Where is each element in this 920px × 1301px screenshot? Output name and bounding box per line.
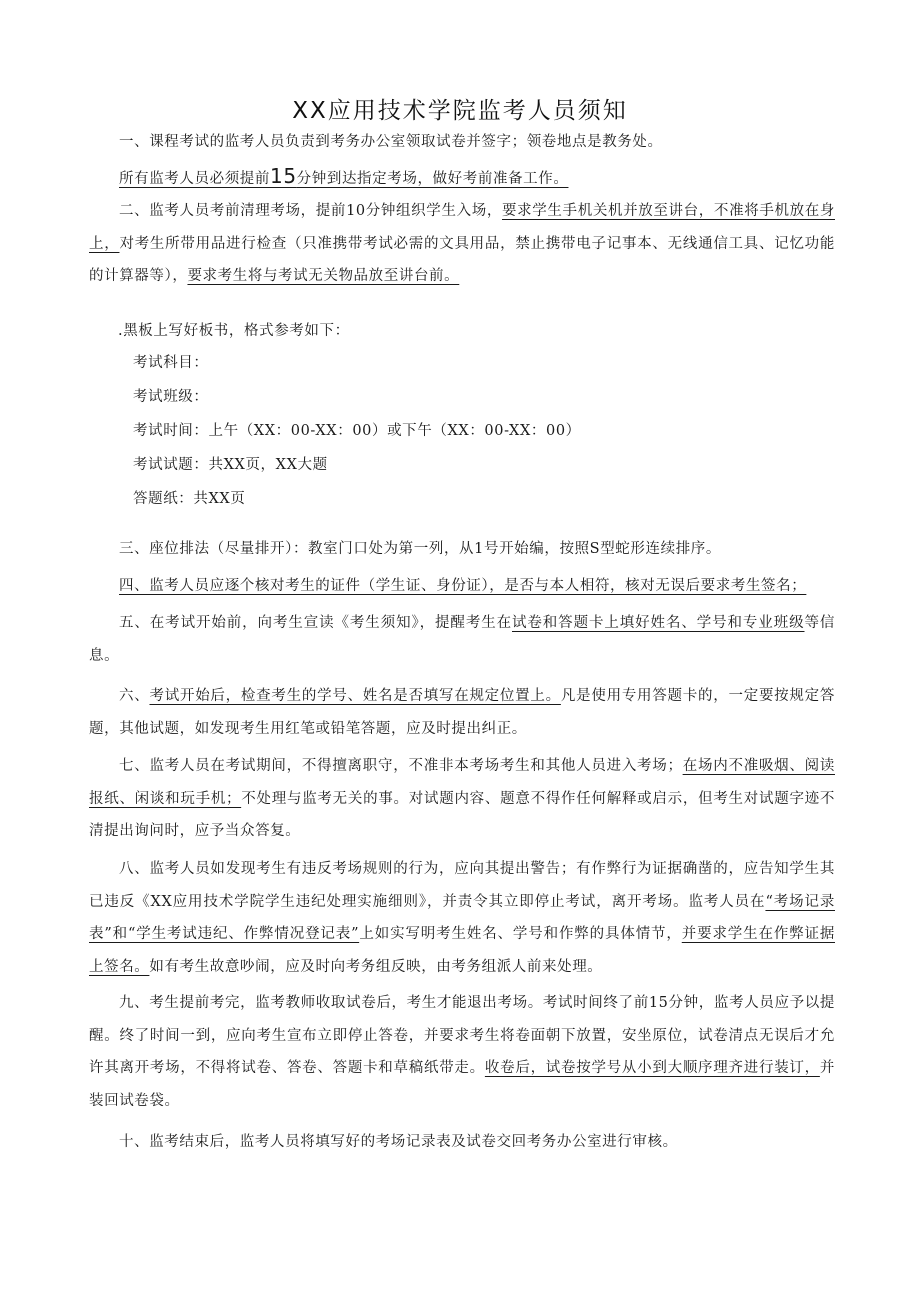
document-title: XX应用技术学院监考人员须知 — [292, 98, 628, 124]
arrival-minutes: 15 — [270, 164, 297, 188]
rule-paragraph-5: 五、在考试开始前，向考生宣读《考生须知》，提醒考生在试卷和答题卡上填好姓名、学号和专业班级等信息。 — [89, 615, 835, 664]
rule-paragraph-arrival — [89, 160, 835, 196]
rule-paragraph-1: 一、课程考试的监考人员负责到考务办公室领取试卷并签字；领卷地点是教务处。 — [119, 134, 663, 150]
rule-paragraph-7: 七、监考人员在考试期间，不得擅离职守，不准非本考场考生和其他人员进入考场；在场内不准吸烟、阅读报纸、闲谈和玩手机；不处理与监考无关的事。对试题内容、题意不得作任何解释或启示，但考生对试题字迹不清提出询问时，应予当众答复。 — [89, 758, 836, 839]
rule-paragraph-8: 八、监考人员如发现考生有违反考场规则的行为，应向其提出警告；有作弊行为证据确凿的，应告知学生其已违反《XX应用技术学院学生违纪处理实施细则》，并责令其立即停止考试，离开考场。监考人员在“考场记录表”和“学生考试违纪、作弊情况登记表”上如实写明考生姓名、学号和作弊的具体情节，并要求学生在作弊证据上签名。如有考生故意吵闹，应及时向考务组反映，由考务组派人前来处理。 — [89, 861, 835, 975]
items-requirement: 要求考生将与考试无关物品放至讲台前。 — [187, 268, 460, 284]
board-questions: 考试试题：共XX页，XX大题 — [133, 457, 328, 473]
phone-requirement: 要求学生手机关机并放至讲台，不准将手机放在身上， — [89, 203, 835, 252]
board-answer-sheet: 答题纸：共XX页 — [133, 491, 246, 507]
record-forms: “考场记录表”和“学生考试违纪、作弊情况登记表” — [89, 893, 835, 942]
rule-paragraph-10: 十、监考结束后，监考人员将填写好的考场记录表及试卷交回考务办公室进行审核。 — [119, 1134, 678, 1150]
rule-paragraph-9: 九、考生提前考完，监考教师收取试卷后，考生才能退出考场。考试时间终了前15分钟，监考人员应予以提醒。终了时间一到，应向考生宣布立即停止答卷，并要求考生将卷面朝下放置，安坐原位，试卷清点无误后才允许其离开考场，不得将试卷、答卷、答题卡和草稿纸带走。收卷后，试卷按学号从小到大顺序理齐进行装订，并装回试卷袋。 — [89, 995, 835, 1109]
board-class: 考试班级： — [133, 389, 209, 405]
no-smoking-requirement: 在场内不准吸烟、阅读报纸、闲谈和玩手机； — [89, 758, 835, 807]
rule-paragraph-3: 三、座位排法（尽量排开）：教室门口处为第一列，从1号开始编，按照S型蛇形连续排序。 — [119, 541, 722, 557]
rule-paragraph-4 — [89, 570, 835, 603]
id-check-requirement: 四、监考人员应逐个核对考生的证件（学生证、身份证），是否与本人相符，核对无误后要求考生签名； — [119, 578, 807, 594]
arrival-note: 所有监考人员必须提前15分钟到达指定考场，做好考前准备工作。 — [119, 164, 569, 188]
rule-paragraph-6: 六、考试开始后，检查考生的学号、姓名是否填写在规定位置上。凡是使用专用答题卡的，一定要按规定答题，其他试题，如发现考生用红笔或铅笔答题，应及时提出纠正。 — [89, 688, 835, 737]
blackboard-intro: .黑板上写好板书，格式参考如下： — [118, 323, 350, 339]
board-time: 考试时间：上午（XX：00-XX：00）或下午（XX：00-XX：00） — [133, 423, 581, 439]
position-check-requirement: 考试开始后，检查考生的学号、姓名是否填写在规定位置上。 — [149, 688, 561, 704]
binding-requirement: 收卷后，试卷按学号从小到大顺序理齐进行装订， — [484, 1060, 820, 1076]
fill-info-requirement: 试卷和答题卡上填好姓名、学号和专业班级 — [512, 615, 805, 631]
rule-paragraph-2: 二、监考人员考前清理考场，提前10分钟组织学生入场，要求学生手机关机并放至讲台，不准将手机放在身上，对考生所带用品进行检查（只准携带考试必需的文具用品，禁止携带电子记事本、无线通信工具、记忆功能的计算器等），要求考生将与考试无关物品放至讲台前。 — [89, 203, 836, 284]
board-subject: 考试科目： — [133, 355, 209, 371]
evidence-signature-requirement: 并要求学生在作弊证据上签名。 — [89, 926, 835, 975]
